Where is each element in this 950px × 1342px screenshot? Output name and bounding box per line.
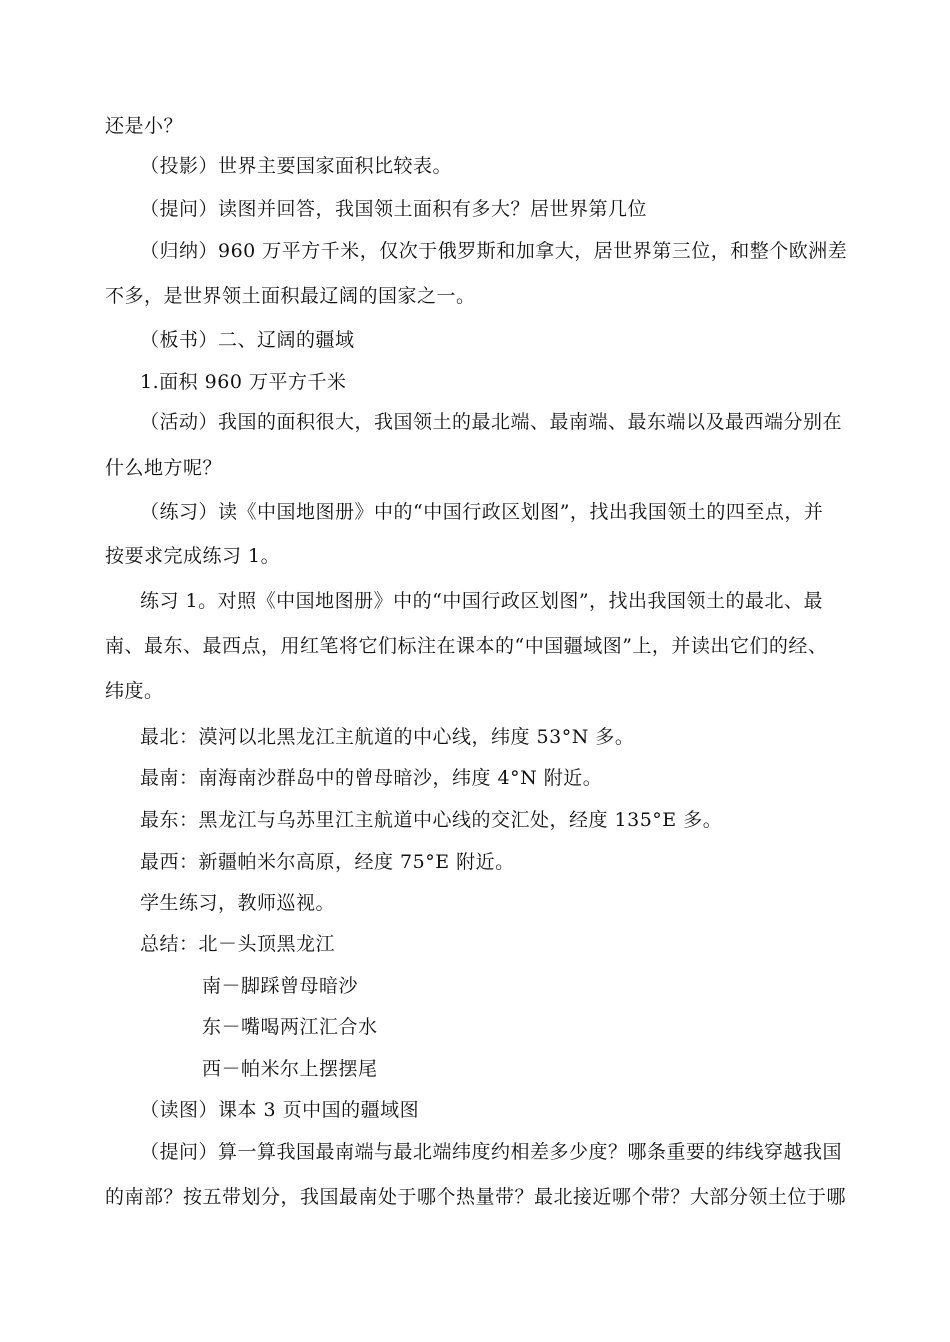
list-item: 最西：新疆帕米尔高原，经度 75°E 附近。 [140,851,515,873]
section-subheading: 1.面积 960 万平方千米 [140,371,347,393]
text-line: 南、最东、最西点，用红笔将它们标注在课本的“中国疆域图”上，并读出它们的经、 [105,635,828,657]
list-item: 最南：南海南沙群岛中的曾母暗沙，纬度 4°N 附近。 [140,767,603,789]
text-line: （练习）读《中国地图册》中的“中国行政区划图”，找出我国领土的四至点，并 [140,501,824,523]
text-line: （读图）课本 3 页中国的疆域图 [140,1099,420,1121]
text-line: （活动）我国的面积很大，我国领土的最北端、最南端、最东端以及最西端分别在 [140,411,843,433]
text-line: 按要求完成练习 1。 [105,545,281,567]
list-item: 最北：漠河以北黑龙江主航道的中心线，纬度 53°N 多。 [140,726,635,748]
summary-line: 南－脚踩曾母暗沙 [202,975,359,997]
summary-line: 东－嘴喝两江汇合水 [202,1016,378,1038]
text-line: 纬度。 [105,680,164,702]
section-heading: （板书）二、辽阔的疆域 [140,329,355,351]
text-line: （归纳）960 万平方千米，仅次于俄罗斯和加拿大，居世界第三位，和整个欧洲差 [140,240,848,262]
summary-line: 西－帕米尔上摆摆尾 [202,1058,378,1080]
text-line: （投影）世界主要国家面积比较表。 [140,155,453,177]
text-line: 练习 1。对照《中国地图册》中的“中国行政区划图”，找出我国领土的最北、最 [140,590,824,612]
text-line: 的南部？按五带划分，我国最南处于哪个热量带？最北接近哪个带？大部分领土位于哪 [105,1186,847,1208]
text-line: （提问）读图并回答，我国领土面积有多大？居世界第几位 [140,198,648,220]
text-line: 不多，是世界领土面积最辽阔的国家之一。 [105,285,476,307]
summary-line: 总结：北－头顶黑龙江 [140,933,336,955]
list-item: 最东：黑龙江与乌苏里江主航道中心线的交汇处，经度 135°E 多。 [140,809,723,831]
text-line: 学生练习，教师巡视。 [140,892,336,914]
text-line: （提问）算一算我国最南端与最北端纬度约相差多少度？哪条重要的纬线穿越我国 [140,1141,843,1163]
text-line: 什么地方呢？ [105,457,223,479]
text-line: 还是小？ [105,115,184,137]
